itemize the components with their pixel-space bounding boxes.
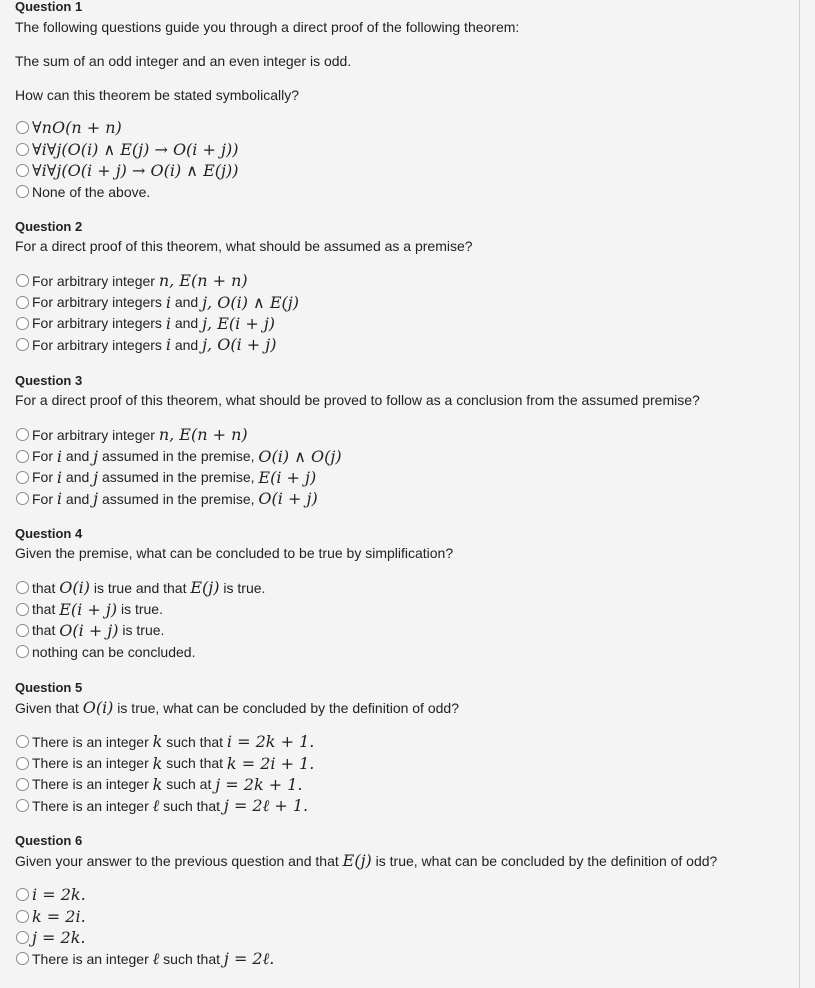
question-1 (15, 0, 795, 203)
radio-button[interactable] (16, 185, 29, 198)
option-list (15, 577, 795, 663)
option-4[interactable] (15, 181, 795, 202)
radio-button[interactable] (16, 164, 29, 177)
option-math: ℓ (152, 948, 160, 968)
question-6 (15, 834, 795, 970)
radio-button[interactable] (16, 428, 29, 441)
stem-text: is true, what can be concluded by the definition of odd? (113, 700, 459, 716)
option-text: assumed in the premise, (98, 490, 259, 507)
option-text: and (170, 315, 203, 332)
radio-button[interactable] (16, 757, 29, 770)
option-math: E(i + j) (59, 599, 118, 619)
option-text: such that (159, 797, 224, 814)
option-math: j, O(i) ∧ E(j) (202, 292, 299, 312)
question-title: Question 4 (15, 526, 83, 541)
option-text: is true. (118, 622, 165, 639)
stem-text: Given that (15, 700, 83, 716)
question-4 (15, 527, 795, 663)
option-math: j (93, 446, 99, 466)
option-math: E(i + j) (258, 467, 317, 487)
option-list (15, 731, 795, 817)
stem-text: is true, what can be concluded by the definition of odd? (371, 853, 718, 869)
option-text: nothing can be concluded. (32, 643, 196, 660)
option-math: k (152, 774, 163, 794)
radio-button[interactable] (16, 471, 29, 484)
option-2[interactable] (15, 445, 795, 466)
option-text: There is an integer (32, 733, 153, 750)
option-2[interactable] (15, 138, 795, 159)
option-1[interactable] (15, 117, 795, 138)
option-text: None of the above. (32, 183, 151, 200)
question-2 (15, 220, 795, 356)
option-math: ∀i∀j(O(i) ∧ E(j) → O(i + j)) (32, 139, 239, 159)
question-title: Question 5 (15, 680, 83, 695)
option-3[interactable] (15, 774, 795, 795)
option-math: n, E(n + n) (158, 271, 248, 291)
option-math: j = 2ℓ. (223, 948, 275, 968)
option-math: i (56, 467, 63, 487)
option-4[interactable] (15, 334, 795, 355)
question-stem: For a direct proof of this theorem, what should be proved to follow as a conclusion from the assumed premise? (15, 392, 700, 408)
option-math: j = 2k. (32, 927, 86, 947)
option-math: n, E(n + n) (158, 425, 248, 445)
option-text: For (32, 448, 57, 465)
option-4[interactable] (15, 488, 795, 509)
theorem-statement: The sum of an odd integer and an even integer is odd. (15, 53, 352, 69)
question-title: Question 1 (15, 0, 83, 14)
option-text: such at (162, 776, 216, 793)
option-math: k = 2i. (32, 906, 86, 926)
option-math: O(i + j) (59, 620, 119, 640)
option-math: k (152, 732, 163, 752)
option-list (15, 270, 795, 356)
option-text: is true. (117, 601, 163, 618)
radio-button[interactable] (16, 778, 29, 791)
option-text: There is an integer (32, 776, 153, 793)
stem-text: Given your answer to the previous question and that (15, 853, 343, 869)
question-title: Question 6 (15, 833, 83, 848)
option-math: ∀i∀j(O(i + j) → O(i) ∧ E(j)) (32, 160, 239, 180)
option-2[interactable] (15, 598, 795, 619)
option-math: i (56, 446, 63, 466)
option-text: There is an integer (32, 950, 153, 967)
option-text: and (62, 490, 94, 507)
option-math: O(i + j) (258, 489, 318, 509)
radio-button[interactable] (16, 645, 29, 658)
option-text: is true and that (89, 579, 191, 596)
option-text: and (170, 336, 203, 353)
option-text: that (32, 622, 60, 639)
option-1[interactable] (15, 270, 795, 291)
question-title: Question 2 (15, 219, 83, 234)
option-text: such that (162, 733, 227, 750)
radio-button[interactable] (16, 121, 29, 134)
option-math: k = 2i + 1. (226, 753, 315, 773)
option-text: There is an integer (32, 755, 153, 772)
option-text: and (62, 469, 94, 486)
stem-math: O(i) (82, 698, 114, 717)
radio-button[interactable] (16, 952, 29, 965)
option-text: assumed in the premise, (98, 448, 259, 465)
option-text: For (32, 490, 57, 507)
question-stem: Given the premise, what can be concluded to be true by simplification? (15, 545, 454, 561)
option-text: such that (162, 755, 227, 772)
radio-button[interactable] (16, 799, 29, 812)
option-math: i (165, 313, 171, 333)
option-text: assumed in the premise, (98, 469, 259, 486)
option-text: and (170, 294, 203, 311)
option-math: i = 2k + 1. (226, 732, 315, 752)
radio-button[interactable] (16, 143, 29, 156)
option-list (15, 117, 795, 203)
option-4[interactable] (15, 641, 795, 662)
option-math: i (165, 335, 171, 355)
option-math: j (93, 489, 99, 509)
option-text: that (32, 601, 60, 618)
question-3 (15, 374, 795, 510)
option-text: such that (159, 950, 224, 967)
option-1[interactable] (15, 884, 795, 905)
radio-button[interactable] (16, 296, 29, 309)
option-text: For arbitrary integer (32, 426, 159, 443)
option-math: ℓ (152, 795, 160, 815)
option-text: There is an integer (32, 797, 153, 814)
option-4[interactable] (15, 795, 795, 816)
option-1[interactable] (15, 424, 795, 445)
option-1[interactable] (15, 577, 795, 598)
option-math: ∀nO(n + n) (32, 118, 122, 138)
option-math: j (93, 467, 99, 487)
question-5 (15, 681, 795, 817)
question-prompt: How can this theorem be stated symbolically? (15, 87, 300, 103)
option-math: j, E(i + j) (202, 313, 276, 333)
option-math: i = 2k. (32, 885, 86, 905)
option-text: For arbitrary integer (32, 272, 159, 289)
option-list (15, 884, 795, 970)
question-stem (15, 852, 795, 870)
stem-math: E(j) (342, 851, 372, 870)
radio-button[interactable] (16, 888, 29, 901)
option-math: E(j) (190, 578, 220, 598)
radio-button[interactable] (16, 624, 29, 637)
option-4[interactable] (15, 948, 795, 969)
option-text: For (32, 469, 57, 486)
option-3[interactable] (15, 313, 795, 334)
radio-button[interactable] (16, 581, 29, 594)
option-list (15, 424, 795, 510)
radio-button[interactable] (16, 910, 29, 923)
radio-button[interactable] (16, 931, 29, 944)
option-2[interactable] (15, 905, 795, 926)
radio-button[interactable] (16, 735, 29, 748)
option-math: j, O(i + j) (202, 335, 277, 355)
question-title: Question 3 (15, 373, 83, 388)
option-math: k (152, 753, 163, 773)
radio-button[interactable] (16, 338, 29, 351)
question-stem (15, 699, 795, 717)
option-text: For arbitrary integers (32, 294, 166, 311)
option-2[interactable] (15, 752, 795, 773)
option-3[interactable] (15, 620, 795, 641)
option-math: j = 2k + 1. (215, 774, 303, 794)
radio-button[interactable] (16, 492, 29, 505)
radio-button[interactable] (16, 603, 29, 616)
question-stem: The following questions guide you through a direct proof of the following theorem: (15, 19, 520, 35)
option-math: O(i) ∧ O(j) (258, 446, 342, 466)
option-text: For arbitrary integers (32, 315, 166, 332)
option-math: i (56, 489, 63, 509)
option-2[interactable] (15, 291, 795, 312)
option-math: i (165, 292, 171, 312)
radio-button[interactable] (16, 317, 29, 330)
option-3[interactable] (15, 160, 795, 181)
option-text: and (62, 448, 94, 465)
option-text: is true. (219, 579, 266, 596)
option-text: For arbitrary integers (32, 336, 166, 353)
option-3[interactable] (15, 927, 795, 948)
radio-button[interactable] (16, 274, 29, 287)
option-math: j = 2ℓ + 1. (223, 795, 309, 815)
option-3[interactable] (15, 467, 795, 488)
option-math: O(i) (59, 578, 90, 598)
radio-button[interactable] (16, 450, 29, 463)
option-text: that (32, 579, 60, 596)
option-1[interactable] (15, 731, 795, 752)
question-stem: For a direct proof of this theorem, what should be assumed as a premise? (15, 238, 473, 254)
